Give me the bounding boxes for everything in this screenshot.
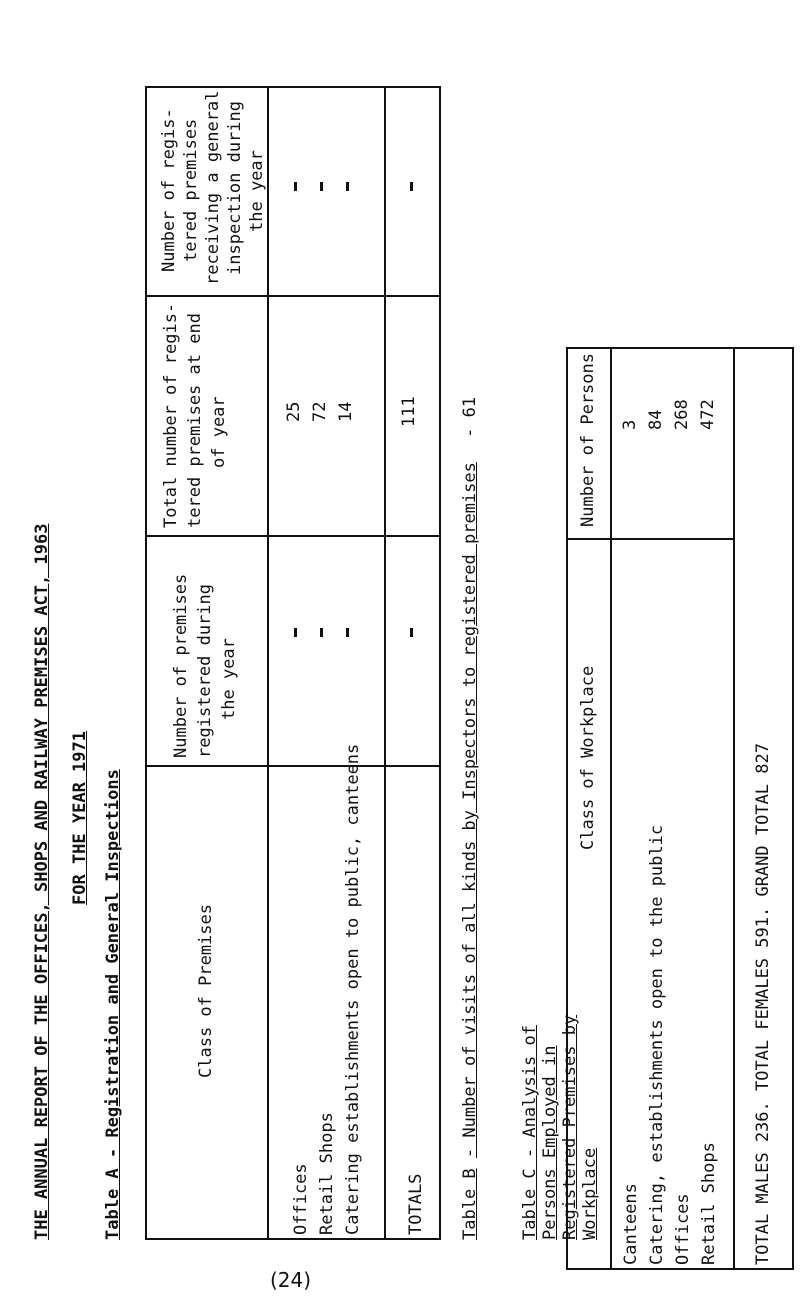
- workplace-label-canteens: Canteens: [621, 1183, 641, 1265]
- header-class-of-workplace: Class of Workplace: [578, 665, 598, 850]
- total-offices: 25: [284, 401, 304, 422]
- workplace-value-catering: 84: [646, 409, 666, 430]
- table-b-value: - 61: [460, 396, 480, 438]
- workplace-label-catering: Catering, establishments open to the public: [647, 824, 667, 1265]
- row-label-offices: Offices: [291, 1163, 311, 1235]
- header-registered-line1: Number of premises: [171, 573, 191, 758]
- workplace-value-offices: 268: [672, 399, 692, 430]
- registered-offices: [294, 628, 297, 637]
- row-label-retail-shops: Retail Shops: [317, 1112, 337, 1235]
- workplace-label-offices: Offices: [673, 1193, 693, 1265]
- total-catering: 14: [336, 401, 356, 422]
- header-total-line3: of year: [209, 396, 229, 468]
- header-registered-line3: the year: [219, 638, 239, 720]
- workplace-label-retail: Retail Shops: [699, 1142, 719, 1265]
- table-b-line: [460, 397, 480, 1240]
- inspected-offices: [294, 182, 297, 191]
- registered-catering: [346, 628, 349, 637]
- totals-label: TOTALS: [406, 1173, 426, 1235]
- document-subtitle: FOR THE YEAR 1971: [70, 731, 90, 905]
- table-c-caption: Table C - Analysis of Persons Employed in Registered Premises by Workplace: [520, 1014, 600, 1240]
- header-inspected-line3: receiving a general: [203, 90, 223, 285]
- header-inspected-line2: tered premises: [181, 118, 201, 262]
- inspected-retail: [320, 182, 323, 191]
- table-a-caption: Table A - Registration and General Inspections: [103, 769, 123, 1240]
- inspected-totals: [410, 182, 413, 191]
- table-b-text: - Number of visits of all kinds by Inspectors to registered premises: [460, 462, 480, 1159]
- header-class-of-premises: Class of Premises: [196, 904, 216, 1078]
- table-b-label: Table B: [460, 1168, 480, 1240]
- registered-retail: [320, 628, 323, 637]
- header-inspected-line5: the year: [247, 150, 267, 232]
- registered-totals: [410, 628, 413, 637]
- header-inspected-line1: Number of regis-: [159, 108, 179, 272]
- total-totals: 111: [399, 396, 419, 427]
- header-inspected-line4: inspection during: [225, 101, 245, 275]
- header-registered-line2: registered during: [195, 584, 215, 758]
- row-label-catering: Catering establishments open to public, canteens: [343, 743, 363, 1235]
- header-number-of-persons: Number of Persons: [578, 353, 598, 527]
- table-c-footer-totals: TOTAL MALES 236. TOTAL FEMALES 591. GRAND TOTAL 827: [753, 743, 773, 1265]
- total-retail: 72: [310, 401, 330, 422]
- document-title: THE ANNUAL REPORT OF THE OFFICES, SHOPS AND RAILWAY PREMISES ACT, 1963: [32, 523, 52, 1240]
- workplace-value-canteens: 3: [620, 419, 640, 430]
- workplace-value-retail: 472: [698, 399, 718, 430]
- page-number: (24): [270, 1268, 312, 1292]
- header-total-line1: Total number of regis-: [161, 302, 181, 528]
- header-total-line2: tered premises at end: [185, 313, 205, 528]
- inspected-catering: [346, 182, 349, 191]
